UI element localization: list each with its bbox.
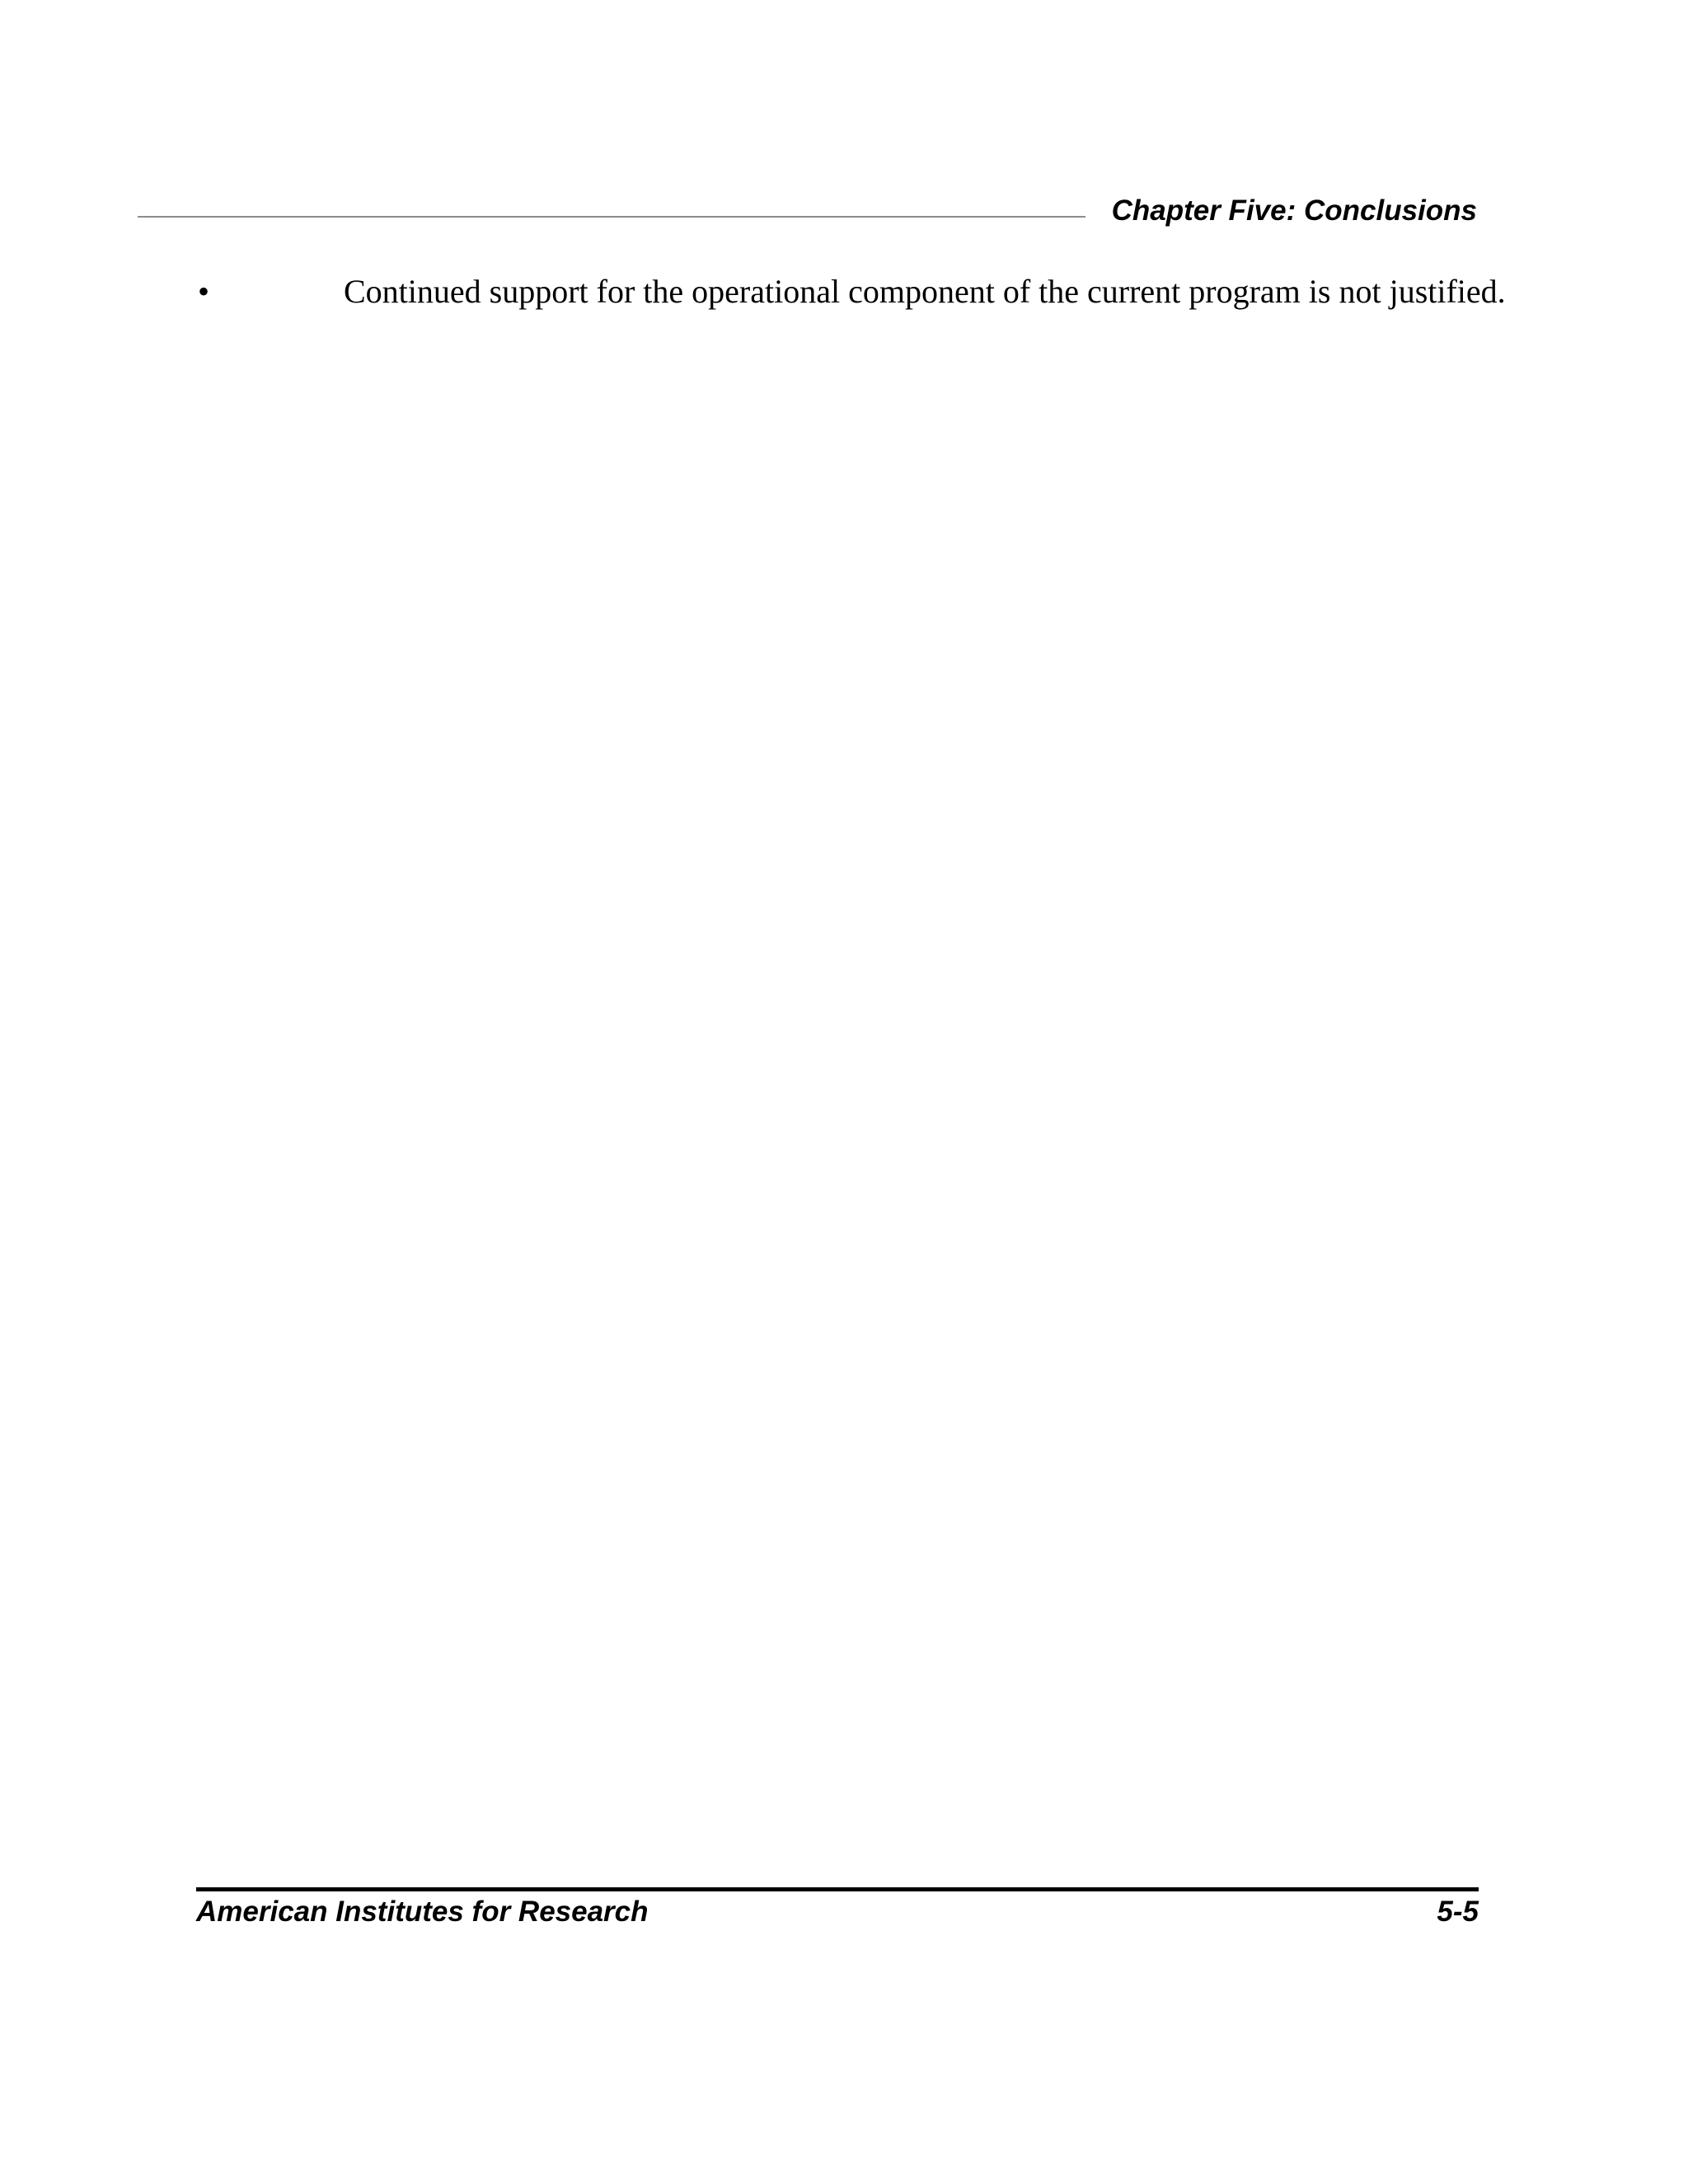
header-rule xyxy=(138,216,1085,218)
footer-organization: American Institutes for Research xyxy=(196,1896,649,1928)
bullet-text: Continued support for the operational component of the current program is not justified. xyxy=(344,273,1506,310)
bullet-marker: • xyxy=(198,273,210,310)
page-number: 5-5 xyxy=(1437,1896,1479,1928)
chapter-title: Chapter Five: Conclusions xyxy=(1111,194,1477,227)
footer-rule xyxy=(196,1887,1479,1891)
